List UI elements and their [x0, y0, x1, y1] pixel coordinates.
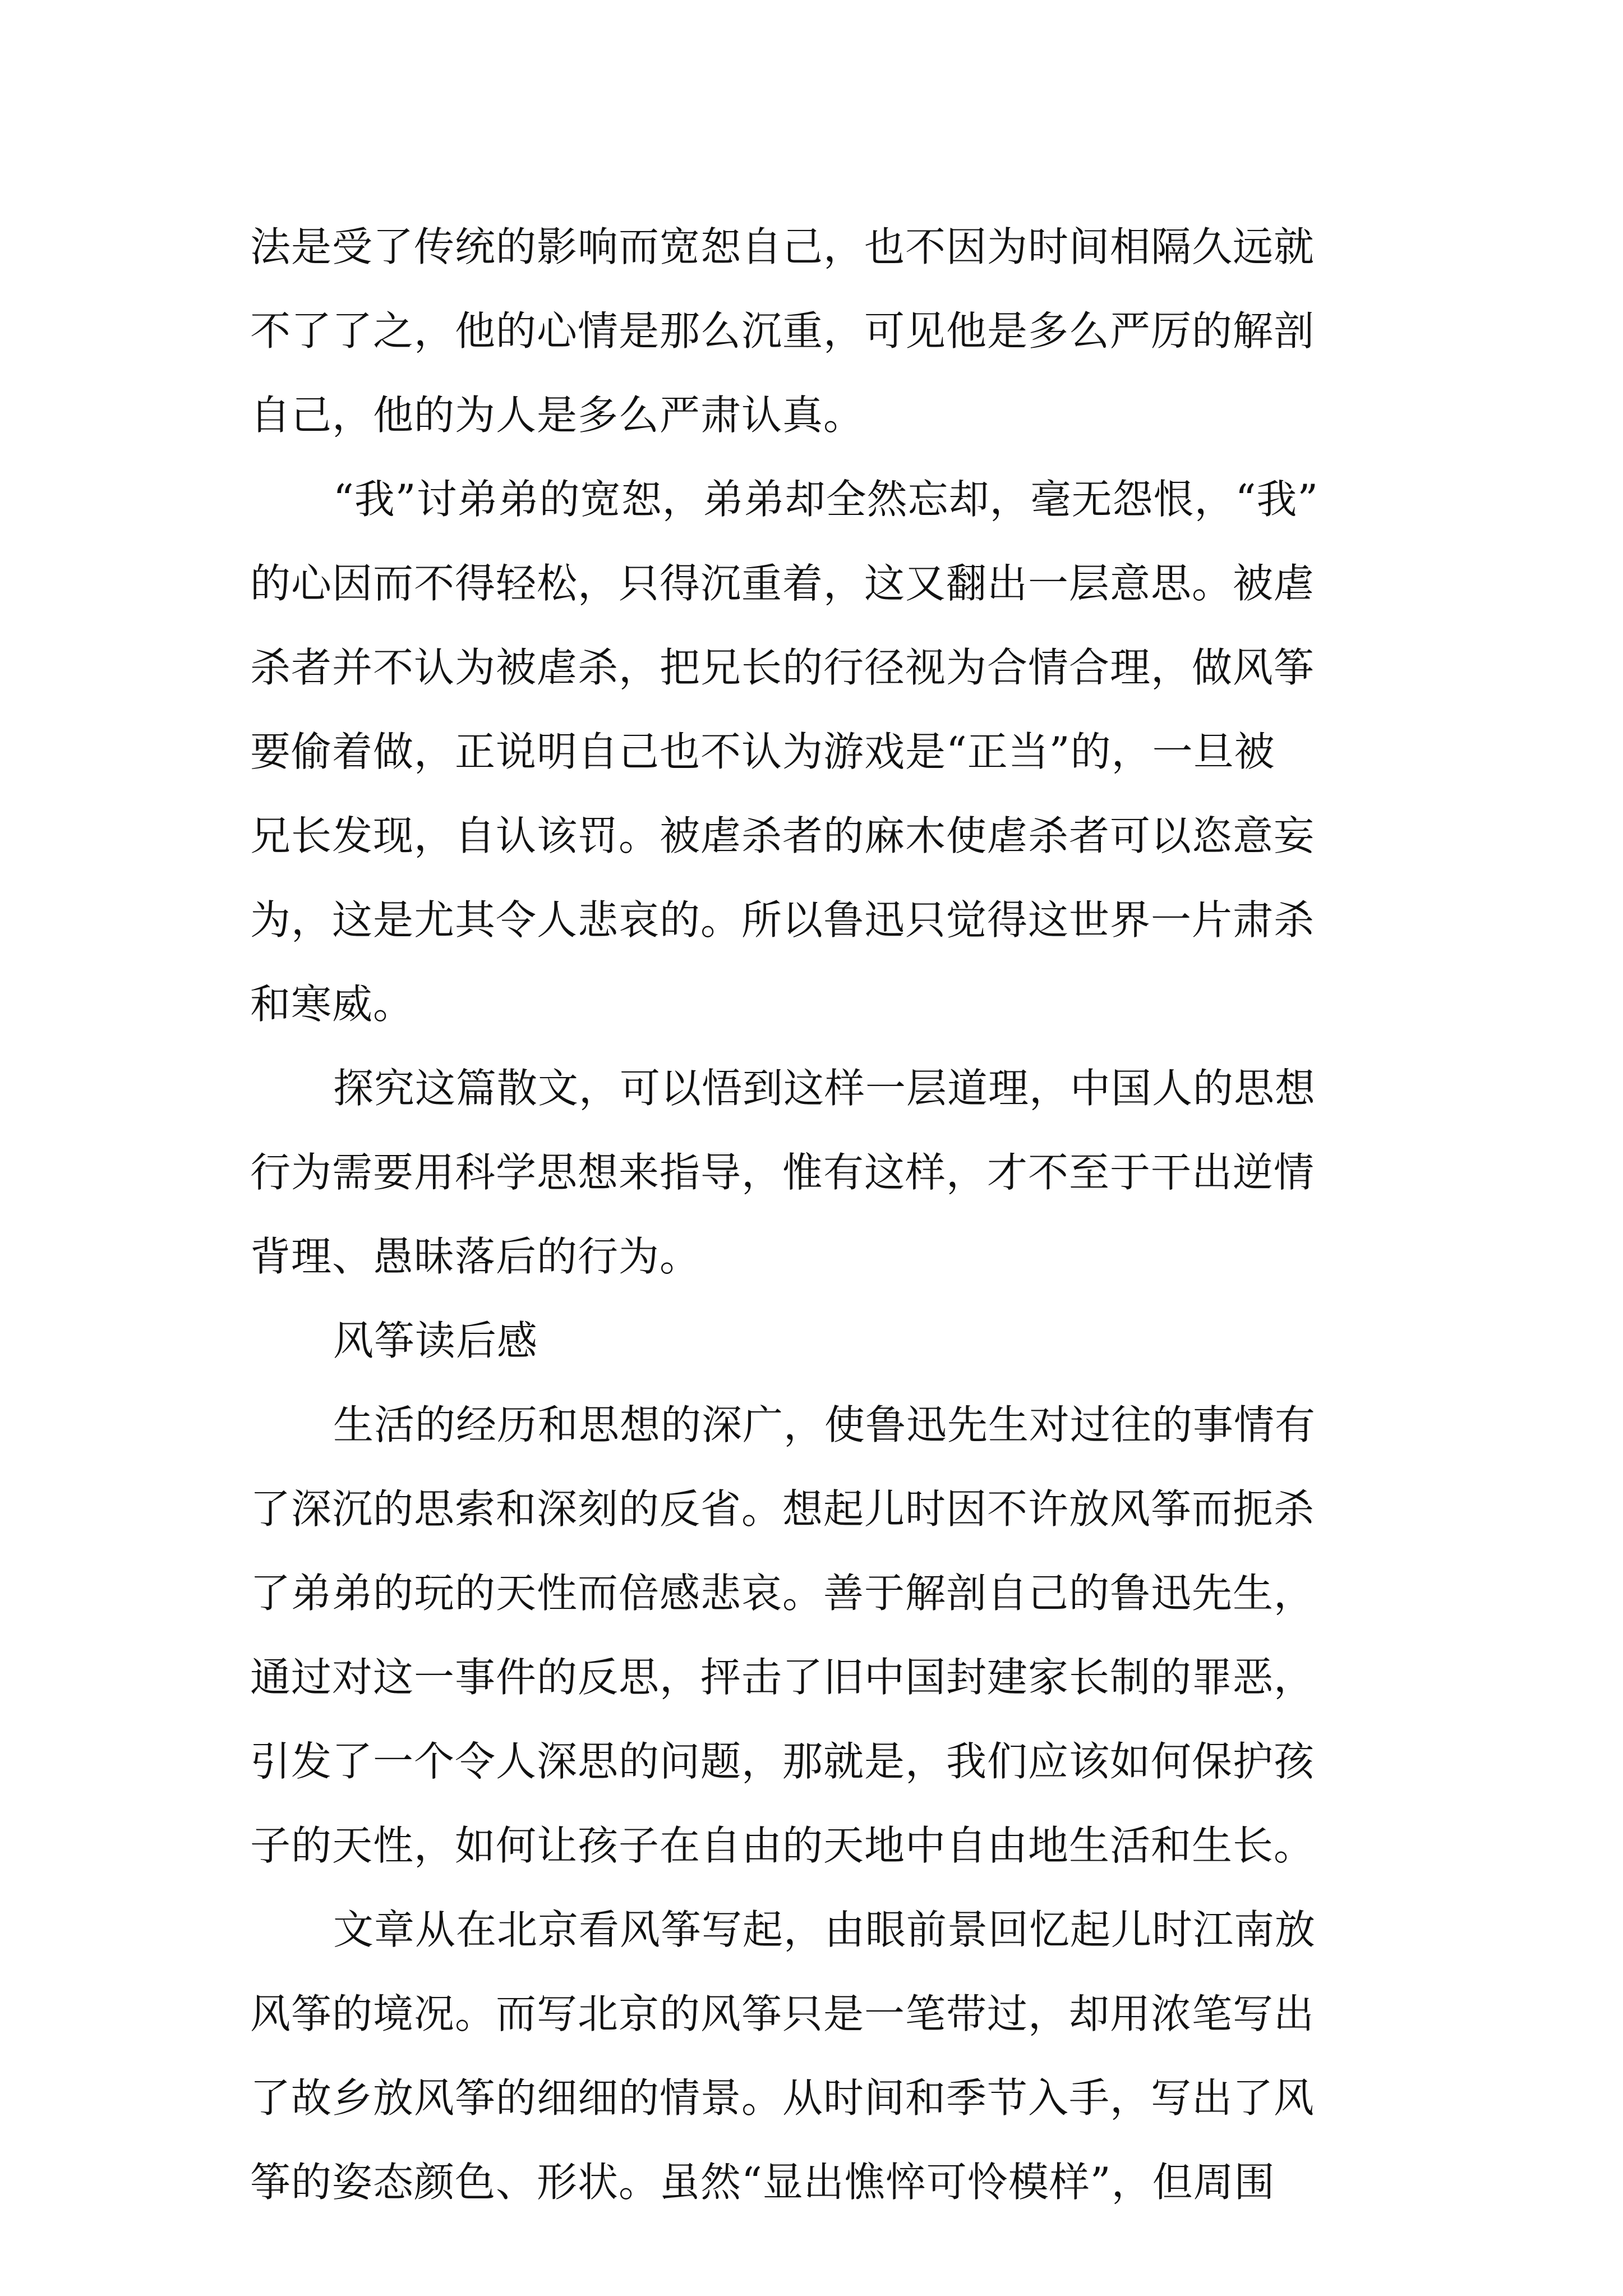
text-line: 探究这篇散文，可以悟到这样一层道理，中国人的思想 [333, 1065, 1316, 1112]
text-line: 法是受了传统的影响而宽恕自己，也不因为时间相隔久远就 [250, 223, 1315, 270]
text-line: 行为需要用科学思想来指导，惟有这样，才不至于干出逆情 [250, 1149, 1315, 1196]
text-line: 的心因而不得轻松，只得沉重着，这又翻出一层意思。被虐 [250, 560, 1315, 607]
text-line: 筝的姿态颜色、形状。虽然“显出憔悴可怜模样”，但周围 [250, 2159, 1275, 2206]
text-line: 背理、愚昧落后的行为。 [250, 1233, 701, 1280]
text-line: 文章从在北京看风筝写起，由眼前景回忆起儿时江南放 [333, 1906, 1316, 1953]
text-line: 引发了一个令人深思的问题，那就是，我们应该如何保护孩 [250, 1738, 1315, 1785]
text-line: 不了了之，他的心情是那么沉重，可见他是多么严厉的解剖 [250, 307, 1315, 355]
text-line: 要偷着做，正说明自己也不认为游戏是“正当”的，一旦被 [250, 728, 1275, 775]
text-line: 通过对这一事件的反思，抨击了旧中国封建家长制的罪恶， [250, 1654, 1315, 1701]
text-line: 子的天性，如何让孩子在自由的天地中自由地生活和生长。 [250, 1822, 1315, 1869]
section-heading: 风筝读后感 [333, 1317, 538, 1364]
text-line: 自己，他的为人是多么严肃认真。 [250, 392, 865, 439]
text-line: 了弟弟的玩的天性而倍感悲哀。善于解剖自己的鲁迅先生， [250, 1570, 1315, 1617]
text-line: 了深沉的思索和深刻的反省。想起儿时因不许放风筝而扼杀 [250, 1485, 1315, 1533]
body-text [250, 205, 1377, 2224]
text-line: “我”讨弟弟的宽恕，弟弟却全然忘却，毫无怨恨，“我” [333, 476, 1319, 523]
text-line: 了故乡放风筝的细细的情景。从时间和季节入手，写出了风 [250, 2074, 1315, 2122]
text-line: 风筝的境况。而写北京的风筝只是一笔带过，却用浓笔写出 [250, 1990, 1315, 2037]
text-line: 兄长发现，自认该罚。被虐杀者的麻木使虐杀者可以恣意妄 [250, 812, 1315, 859]
text-line: 生活的经历和思想的深广，使鲁迅先生对过往的事情有 [333, 1401, 1316, 1448]
text-line: 为，这是尤其令人悲哀的。所以鲁迅只觉得这世界一片肃杀 [250, 896, 1315, 944]
text-line: 杀者并不认为被虐杀，把兄长的行径视为合情合理，做风筝 [250, 644, 1315, 691]
text-line: 和寒威。 [250, 981, 414, 1028]
